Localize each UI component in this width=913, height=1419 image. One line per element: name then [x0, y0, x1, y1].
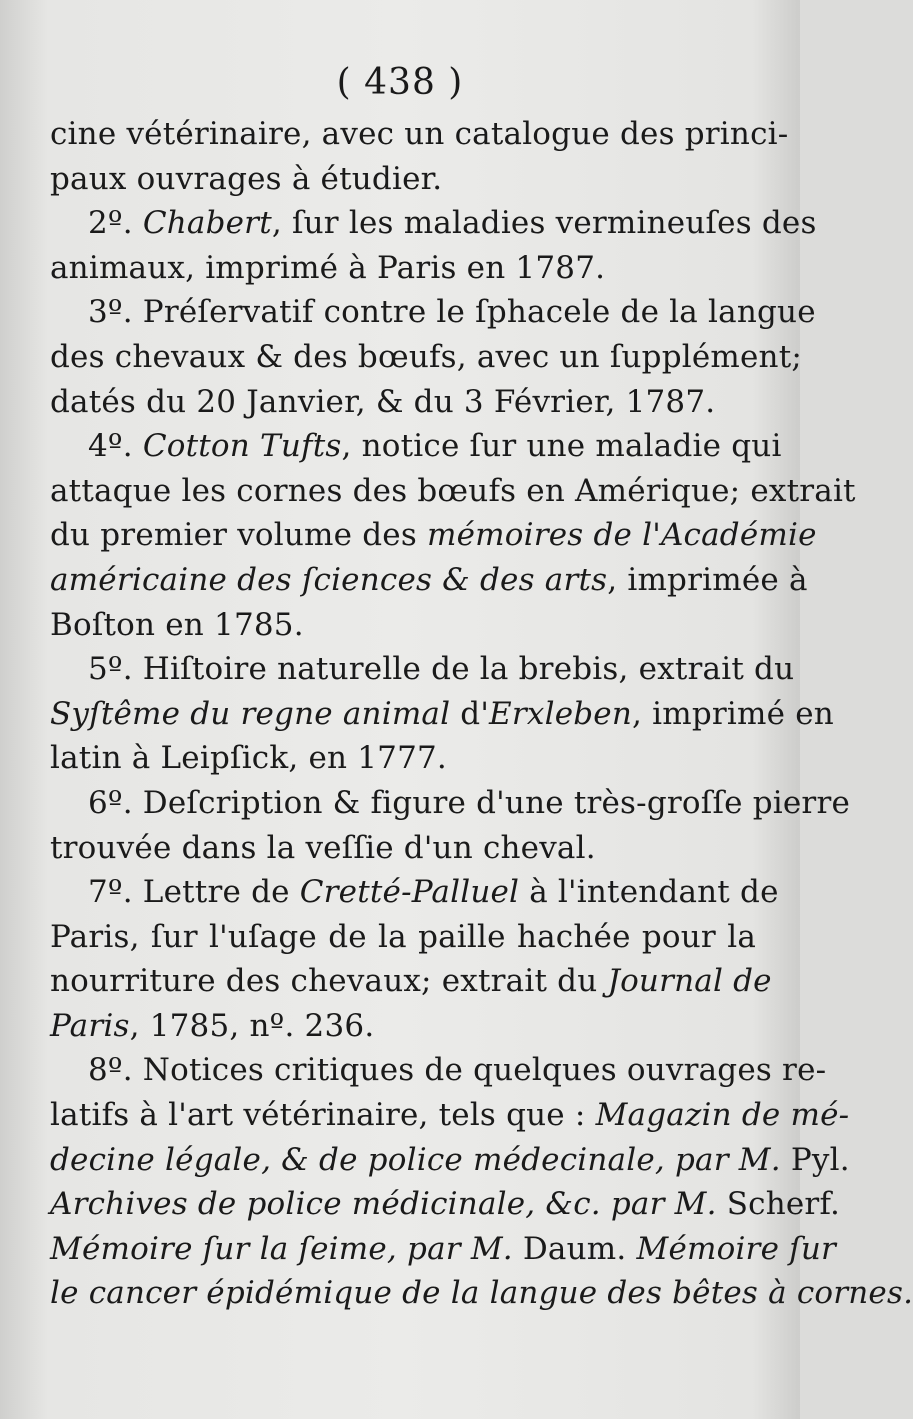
italic-text: le cancer épidémique de la langue des bêtes à cornes. [50, 1275, 913, 1312]
text-line [50, 915, 756, 960]
text-line [50, 1182, 841, 1227]
text-segment: Pyl. [780, 1141, 850, 1178]
text-line [50, 201, 817, 246]
italic-text: decine légale, & de police médecinale, par M. [50, 1141, 781, 1178]
italic-text: Chabert [142, 205, 272, 242]
text-line [50, 424, 782, 469]
text-segment: cine vétérinaire, avec un catalogue des princi- [50, 116, 789, 152]
text-segment: datés du 20 Janvier, & du 3 Février, 1787. [50, 383, 716, 420]
text-line [50, 469, 856, 514]
page-number: ( 438 ) [336, 62, 464, 103]
text-line [50, 335, 803, 380]
text-line [50, 826, 756, 871]
text-line [50, 246, 756, 291]
text-line [50, 603, 756, 648]
italic-text: Cretté-Palluel [299, 874, 520, 911]
text-segment: latifs à l'art vétérinaire, tels que : [50, 1097, 596, 1134]
text-segment: 7º. Lettre de [88, 874, 300, 911]
text-segment: Scherf. [716, 1186, 841, 1223]
text-line [50, 112, 789, 157]
italic-text: Paris [50, 1007, 130, 1044]
italic-text: Journal de [607, 963, 772, 1000]
text-segment: , imprimé en [632, 695, 834, 732]
text-segment: trouvée dans la veſſie d'un cheval. [50, 829, 596, 866]
text-line [50, 736, 756, 781]
text-segment: , notice ſur une maladie qui [341, 428, 782, 465]
text-line [50, 380, 756, 425]
text-segment: paux ouvrages à étudier. [50, 160, 443, 197]
text-line [50, 870, 779, 915]
text-line [50, 692, 834, 737]
text-line [50, 1048, 827, 1093]
text-segment: 3º. Préſervatif contre le ſphacele de la langue [88, 294, 816, 331]
text-segment: Boſton en 1785. [50, 606, 304, 643]
italic-text: Erxleben [489, 695, 632, 732]
italic-text: Mémoire ſur la ſeime, par M. [50, 1230, 513, 1267]
text-segment: des chevaux & des bœufs, avec un ſupplément; [50, 338, 803, 375]
text-segment: , 1785, nº. 236. [129, 1007, 375, 1044]
text-line [50, 781, 851, 826]
text-line [50, 1093, 850, 1138]
text-segment: latin à Leipſick, en 1777. [50, 740, 447, 777]
text-line [50, 647, 795, 692]
text-segment: attaque les cornes des bœufs en Amérique; extrait [50, 472, 856, 509]
text-line [50, 290, 816, 335]
text-segment: d' [450, 695, 490, 732]
text-segment: , ſur les maladies vermineuſes des [271, 205, 817, 242]
text-segment: animaux, imprimé à Paris en 1787. [50, 249, 606, 286]
text-segment: nourriture des chevaux; extrait du [50, 963, 608, 1000]
text-segment: du premier volume des [50, 517, 428, 554]
text-segment: 6º. Deſcription & figure d'une très-groſſe pierre [88, 784, 851, 821]
text-line [50, 513, 817, 558]
text-line [50, 1227, 837, 1272]
text-line [50, 157, 756, 202]
text-segment: , imprimée à [607, 561, 808, 598]
text-segment: à l'intendant de [519, 874, 779, 911]
text-line [50, 1138, 850, 1183]
italic-text: Syſtême du regne animal [50, 695, 451, 732]
text-segment: 5º. Hiſtoire naturelle de la brebis, extrait du [88, 651, 795, 688]
italic-text: Cotton Tufts [142, 428, 342, 465]
text-segment: 8º. Notices critiques de quelques ouvrages re- [88, 1052, 827, 1089]
text-line [50, 959, 772, 1004]
text-body [50, 112, 913, 1316]
text-line [50, 1271, 913, 1316]
italic-text: Magazin de mé- [595, 1097, 850, 1134]
text-segment: Paris, ſur l'uſage de la paille hachée pour la [50, 918, 756, 955]
text-segment: 2º. [88, 205, 143, 242]
italic-text: américaine des ſciences & des arts [50, 561, 608, 598]
text-line [50, 558, 808, 603]
text-line [50, 1004, 756, 1049]
text-segment: Daum. [512, 1230, 637, 1267]
italic-text: Mémoire ſur [636, 1230, 837, 1267]
text-segment: 4º. [88, 428, 143, 465]
italic-text: Archives de police médicinale, &c. par M. [50, 1186, 717, 1223]
italic-text: mémoires de l'Académie [427, 517, 817, 554]
